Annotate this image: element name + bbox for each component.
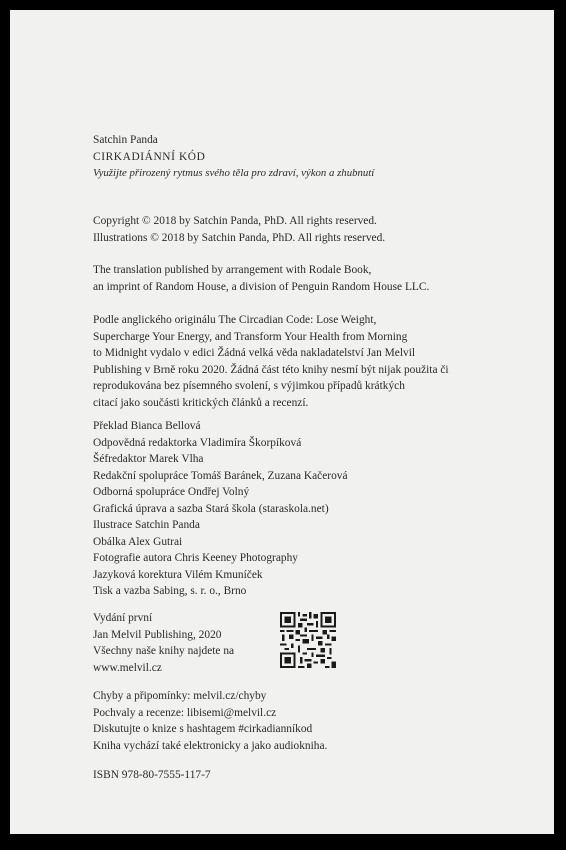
credits-block: [93, 418, 348, 600]
contact-line: Pochvaly a recenze: libisemi@melvil.cz: [93, 706, 277, 719]
header-block: [93, 132, 374, 182]
credit-line: Ilustrace Satchin Panda: [93, 519, 200, 531]
qr-code-icon: [280, 612, 336, 668]
credit-line: Šéfredaktor Marek Vlha: [93, 453, 204, 465]
contact-line: Chyby a připomínky: melvil.cz/chyby: [93, 690, 267, 702]
edition-line: www.melvil.cz: [93, 661, 162, 674]
book-title: CIRKADIÁNNÍ KÓD: [93, 150, 206, 163]
original-line: to Midnight vydalo v edici Žádná velká věda nakladatelství Jan Melvil: [93, 347, 416, 359]
original-line: Publishing v Brně roku 2020. Žádná část této knihy nesmí být nijak použita či: [93, 363, 449, 376]
credit-line: Odborná spolupráce Ondřej Volný: [93, 486, 250, 498]
isbn-block: [93, 767, 211, 784]
edition-block: [93, 610, 234, 676]
credit-line: Obálka Alex Gutrai: [93, 535, 183, 548]
credit-line: Jazyková korektura Vilém Kmuníček: [93, 568, 263, 581]
contact-block: [93, 688, 327, 754]
credit-line: Tisk a vazba Sabing, s. r. o., Brno: [93, 585, 247, 597]
contact-line: Kniha vychází také elektronicky a jako audiokniha.: [93, 739, 328, 752]
credit-line: Překlad Bianca Bellová: [93, 420, 201, 432]
book-imprint-page: [10, 10, 554, 834]
author-name: Satchin Panda: [93, 134, 158, 146]
edition-line: Všechny naše knihy najdete na: [93, 645, 235, 657]
original-line: Supercharge Your Energy, and Transform Your Health from Morning: [93, 330, 408, 343]
credit-line: Grafická úprava a sazba Stará škola (staraskola.net): [93, 502, 329, 515]
copyright-line: Copyright © 2018 by Satchin Panda, PhD. All rights reserved.: [93, 215, 377, 227]
translation-line: The translation published by arrangement with Rodale Book,: [93, 264, 372, 276]
credit-line: Odpovědná redaktorka Vladimíra Škorpíková: [93, 436, 302, 449]
copyright-line: Illustrations © 2018 by Satchin Panda, PhD. All rights reserved.: [93, 231, 386, 244]
translation-line: an imprint of Random House, a division of Penguin Random House LLC.: [93, 280, 430, 293]
original-edition-block: [93, 312, 449, 411]
credit-line: Redakční spolupráce Tomáš Baránek, Zuzana Kačerová: [93, 469, 348, 482]
isbn-number: ISBN 978-80-7555-117-7: [93, 769, 211, 781]
edition-line: Jan Melvil Publishing, 2020: [93, 628, 222, 641]
contact-line: Diskutujte o knize s hashtagem #cirkadianníkod: [93, 723, 313, 735]
original-line: Podle anglického originálu The Circadian Code: Lose Weight,: [93, 314, 377, 326]
credit-line: Fotografie autora Chris Keeney Photography: [93, 552, 298, 564]
original-line: citací jako součásti kritických článků a recenzí.: [93, 396, 309, 409]
translation-block: [93, 262, 429, 295]
original-line: reprodukována bez písemného svolení, s výjimkou případů krátkých: [93, 380, 405, 392]
edition-line: Vydání první: [93, 612, 153, 624]
copyright-block: [93, 213, 385, 246]
book-subtitle: Využijte přirozený rytmus svého těla pro zdraví, výkon a zhubnutí: [93, 167, 375, 179]
